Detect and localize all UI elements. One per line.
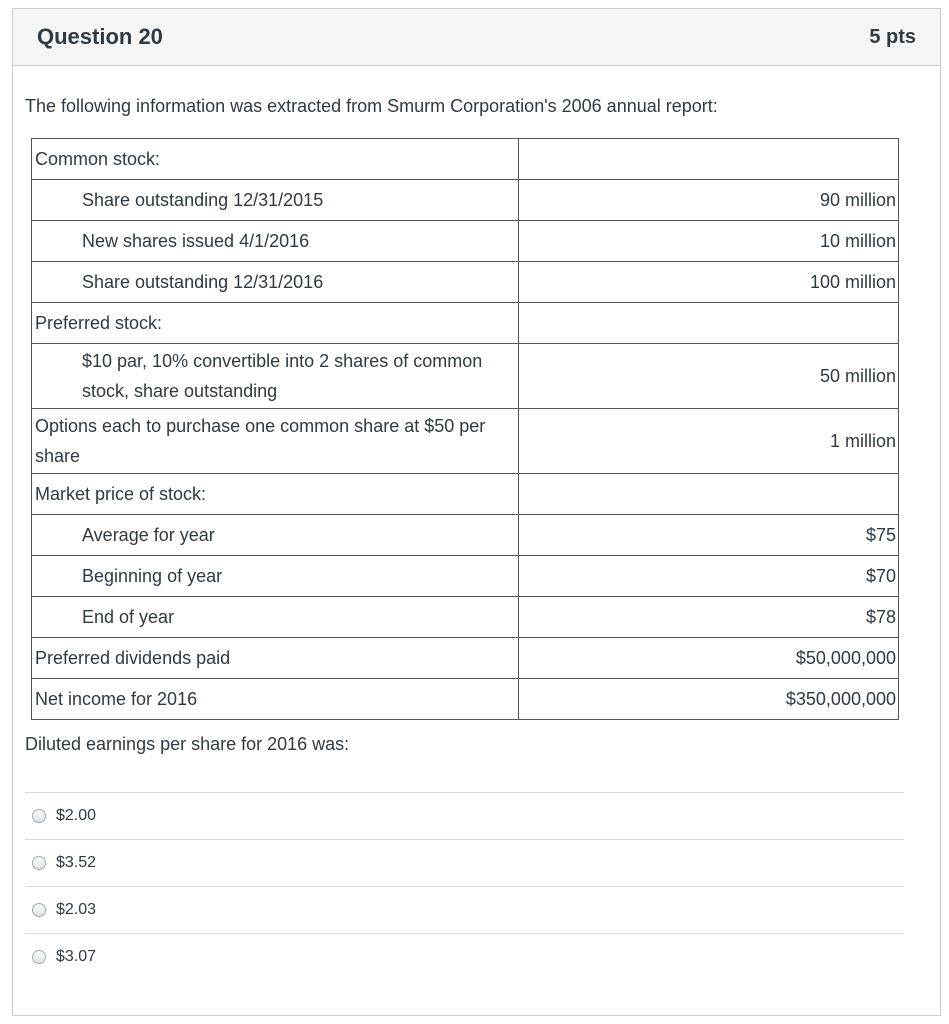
radio-button[interactable] — [32, 950, 46, 964]
row-label: Common stock: — [32, 139, 519, 180]
answer-option[interactable] — [25, 839, 904, 886]
row-value: $78 — [519, 597, 899, 638]
table-row — [32, 638, 899, 679]
row-value: $350,000,000 — [519, 679, 899, 720]
row-value: 10 million — [519, 221, 899, 262]
table-row — [32, 597, 899, 638]
answer-label: $2.00 — [56, 807, 97, 824]
table-row — [32, 303, 899, 344]
info-table — [31, 138, 899, 720]
row-label: Share outstanding 12/31/2016 — [32, 262, 519, 303]
row-label: Options each to purchase one common share at $50 per share — [32, 409, 519, 474]
row-value — [519, 474, 899, 515]
row-value — [519, 303, 899, 344]
table-row — [32, 409, 899, 474]
answer-option[interactable] — [25, 933, 904, 980]
answer-label: $3.07 — [56, 948, 97, 965]
row-label: Average for year — [32, 515, 519, 556]
answer-option[interactable] — [25, 886, 904, 933]
row-value: 90 million — [519, 180, 899, 221]
table-row — [32, 515, 899, 556]
row-value: $50,000,000 — [519, 638, 899, 679]
row-value: 1 million — [519, 409, 899, 474]
table-row — [32, 262, 899, 303]
row-value: 50 million — [519, 344, 899, 409]
answer-label: $2.03 — [56, 901, 97, 918]
row-label: New shares issued 4/1/2016 — [32, 221, 519, 262]
row-label: Share outstanding 12/31/2015 — [32, 180, 519, 221]
table-row — [32, 139, 899, 180]
question-points: 5 pts — [869, 25, 916, 48]
table-row — [32, 344, 899, 409]
row-label: Beginning of year — [32, 556, 519, 597]
table-row — [32, 221, 899, 262]
row-value: $70 — [519, 556, 899, 597]
row-label: Preferred stock: — [32, 303, 519, 344]
radio-button[interactable] — [32, 809, 46, 823]
question-intro: The following information was extracted from Smurm Corporation's 2006 annual report: — [25, 96, 718, 116]
row-label: Market price of stock: — [32, 474, 519, 515]
row-value: $75 — [519, 515, 899, 556]
radio-button[interactable] — [32, 903, 46, 917]
row-label: Preferred dividends paid — [32, 638, 519, 679]
row-label: $10 par, 10% convertible into 2 shares of common stock, share outstanding — [32, 344, 519, 409]
row-value: 100 million — [519, 262, 899, 303]
row-label: Net income for 2016 — [32, 679, 519, 720]
table-row — [32, 180, 899, 221]
question-title: Question 20 — [37, 24, 163, 49]
row-value — [519, 139, 899, 180]
table-row — [32, 474, 899, 515]
question-header — [13, 9, 940, 66]
answer-option[interactable] — [25, 792, 904, 839]
radio-button[interactable] — [32, 856, 46, 870]
table-row — [32, 556, 899, 597]
row-label: End of year — [32, 597, 519, 638]
question-prompt: Diluted earnings per share for 2016 was: — [25, 734, 350, 754]
answer-label: $3.52 — [56, 854, 97, 871]
table-row — [32, 679, 899, 720]
answer-list — [25, 792, 904, 980]
